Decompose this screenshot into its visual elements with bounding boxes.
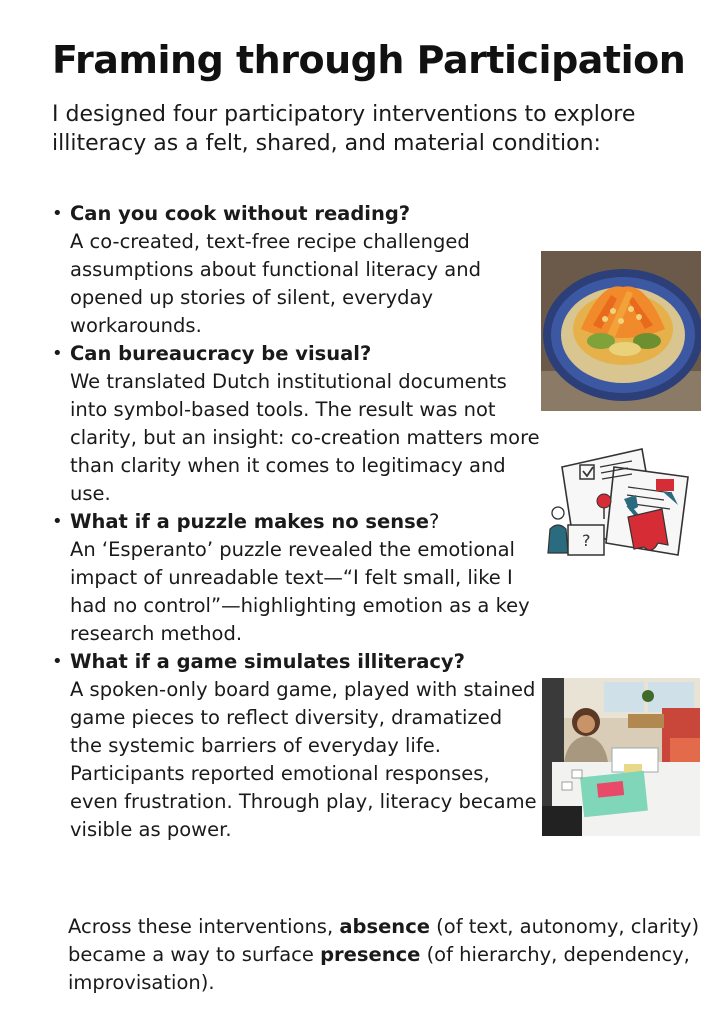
list-item bbox=[50, 340, 540, 508]
list-item bbox=[50, 200, 540, 340]
documents-illustration bbox=[544, 445, 696, 567]
item-question: • What if a puzzle makes no sense? bbox=[70, 510, 440, 533]
item-question: • Can bureaucracy be visual? bbox=[70, 342, 372, 365]
item-question: • Can you cook without reading? bbox=[70, 202, 411, 225]
item-body: A spoken-only board game, played with stained game pieces to reflect diversity, dramatized the systemic barriers of everyday life. Participants reported emotional responses, even frustration. Through play, literacy became visible as power. bbox=[70, 678, 537, 841]
page-title: Framing through Participation bbox=[52, 38, 686, 82]
item-question: • What if a game simulates illiteracy? bbox=[70, 650, 465, 673]
list-item bbox=[50, 508, 540, 648]
list-item bbox=[50, 648, 540, 844]
closing-text: Across these interventions, absence (of text, autonomy, clarity) became a way to surface presence (of hierarchy, dependency, improvisation). bbox=[68, 915, 700, 994]
intervention-list bbox=[50, 200, 540, 844]
board-game-photo bbox=[542, 678, 700, 836]
intro-text: I designed four participatory interventions to explore illiteracy as a felt, shared, and material condition: bbox=[52, 102, 636, 156]
item-body: A co-created, text-free recipe challenged assumptions about functional literacy and opened up stories of silent, everyday workarounds. bbox=[70, 230, 481, 337]
item-body: We translated Dutch institutional documents into symbol-based tools. The result was not clarity, but an insight: co-creation matters more than clarity when it comes to legitimacy and use. bbox=[70, 370, 540, 505]
item-body: An ‘Esperanto’ puzzle revealed the emotional impact of unreadable text—“I felt small, like I had no control”—highlighting emotion as a key research method. bbox=[70, 538, 530, 645]
svg-text:?: ? bbox=[582, 531, 591, 550]
couscous-photo bbox=[541, 251, 701, 411]
